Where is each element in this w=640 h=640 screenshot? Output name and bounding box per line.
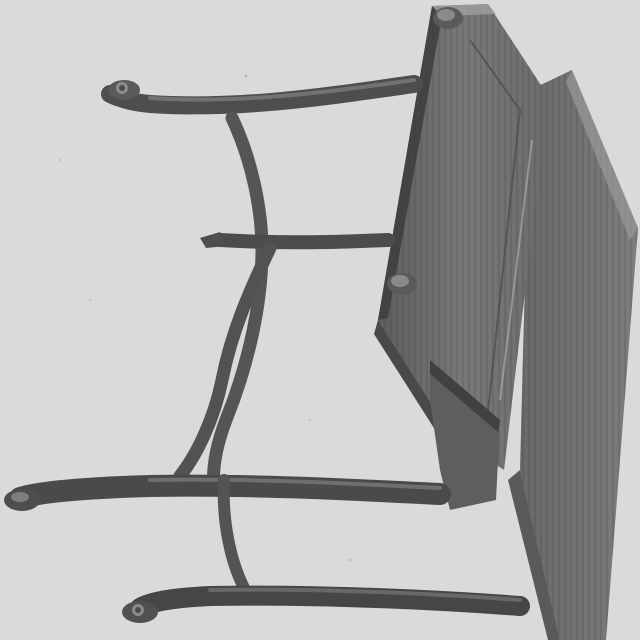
- knob-bottom: [387, 273, 417, 295]
- foot-bottom-front: [4, 489, 40, 511]
- foot-top: [108, 80, 140, 100]
- knob-top: [433, 7, 463, 29]
- foot-bottom-back: [122, 601, 158, 623]
